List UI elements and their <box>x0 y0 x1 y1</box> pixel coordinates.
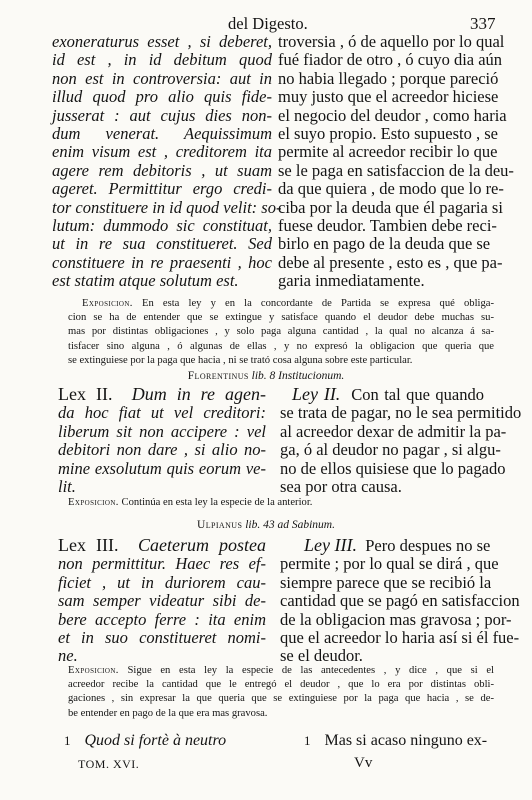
latin-line <box>58 385 266 404</box>
spanish-line <box>280 535 491 555</box>
exposicion-line: mas por distintas obligaciones , y solo paga alguna cantidad , la qual no alcanza á sa- <box>68 326 494 338</box>
exposicion-line: acreedor recibe la cantidad que le entregó el deudor , que lo era por distintas obli- <box>68 679 494 691</box>
spanish-text: Pero despues no se <box>365 536 491 555</box>
latin-line: et in suo constitueret nomi- <box>58 628 266 648</box>
exposicion-label: Exposicion. <box>68 497 119 508</box>
spanish-line: ga, ó al deudor no pagar , si algu- <box>280 440 501 460</box>
latin-catchword <box>64 732 226 750</box>
spanish-line: fué fiador de otro , ó cuyo dia aún <box>278 50 503 70</box>
exposicion-label: Exposicion. <box>68 665 119 676</box>
law-heading: Lex II. <box>58 384 113 404</box>
footnote-number: 1 <box>304 733 311 748</box>
exposicion-line: be entender en pago de la que era mas gravosa. <box>68 707 268 719</box>
spanish-line: fuese deudor. Tambien debe reci- <box>278 216 497 236</box>
jurist-name: Ulpianus <box>197 519 243 531</box>
attribution-2 <box>0 519 532 531</box>
latin-line: id est , in id debitum quod <box>52 50 272 70</box>
volume-mark: TOM. XVI. <box>78 757 140 771</box>
spanish-line: el negocio del deudor , como haria <box>278 105 507 125</box>
exposicion-line <box>68 297 494 311</box>
source-reference: lib. 43 ad Sabinum. <box>245 519 335 531</box>
latin-line: ne. <box>58 646 78 666</box>
latin-line: lit. <box>58 477 76 497</box>
exposicion-1 <box>68 297 494 368</box>
law-heading: Ley II. <box>292 384 341 404</box>
spanish-line: troversia , ó de aquello por lo qual <box>278 32 505 51</box>
latin-line: non permittitur. Haec res ef- <box>58 554 266 574</box>
latin-line: enim visum est , creditorem ita <box>52 142 272 162</box>
latin-column-1 <box>52 32 282 291</box>
spanish-catchword <box>304 732 487 750</box>
spanish-line: debe al presente , esto es , que pa- <box>278 252 503 272</box>
latin-line: ageret. Permittitur ergo credi- <box>52 179 272 199</box>
latin-line: illud quod pro alio quis fide- <box>52 87 272 107</box>
exposicion-3 <box>68 664 494 721</box>
spanish-line <box>280 385 484 404</box>
spanish-line: cantidad que se pagó en satisfaccion <box>280 591 520 611</box>
latin-line: agere rem debitoris , ut suam <box>52 160 272 180</box>
spanish-line: se le paga en satisfaccion de la deu- <box>278 160 514 180</box>
spanish-column-1 <box>278 32 514 291</box>
exposicion-line: tisfacer sino alguna , ó algunas de ellas , y no expresó la obligacion que queria que <box>68 340 494 352</box>
spanish-column-2 <box>280 384 522 497</box>
latin-column-2 <box>58 385 266 496</box>
exposicion-line: cion se ha de entender que se extingue y satisface quando el deudor debe muchas su- <box>68 312 494 324</box>
spanish-line: garia inmediatamente. <box>278 271 425 291</box>
exposicion-text: Continúa en esta ley la especie de la anterior. <box>121 497 313 508</box>
latin-line: ficiet , ut in duriorem cau- <box>58 572 266 592</box>
latin-line: dum venerat. Aequissimum <box>52 124 272 144</box>
spanish-column-3 <box>280 535 520 666</box>
page-number: 337 <box>470 14 496 33</box>
latin-line: non est in controversia: aut in <box>52 68 272 88</box>
latin-text: Dum in re agen- <box>131 384 266 404</box>
exposicion-line: gaciones , sin expresar la que queria que se extinguiese por la paga que hacia , se de- <box>68 693 494 705</box>
latin-line: est statim atque solutum est. <box>52 271 239 291</box>
exposicion-text: En esta ley y en la concordante de Partida se expresa qué obliga- <box>142 298 494 309</box>
source-reference: lib. 8 Institucionum. <box>251 370 345 382</box>
spanish-line: se trata de pagar, no le sea permitido <box>280 403 522 423</box>
catchword-text: Quod si fortè à neutro <box>84 732 227 749</box>
spanish-line: ciba por la deuda que él pagaria si <box>278 197 503 217</box>
latin-line: lutum: dummodo sic constituat, <box>52 216 272 236</box>
latin-line: jusserat : aut cujus dies non- <box>52 105 272 125</box>
spanish-line: el suyo propio. Esto supuesto , se <box>278 124 498 144</box>
spanish-text: Con tal que quando <box>351 385 484 404</box>
latin-line: liberum sit non accipere : vel <box>58 421 266 441</box>
spanish-line: birlo en pago de la deuda que se <box>278 234 491 254</box>
latin-line: bere accepto ferre : ita enim <box>58 609 266 629</box>
spanish-line: que el acreedor lo haria así si él fue- <box>280 628 520 648</box>
latin-line: debitori non dare , si alio no- <box>58 440 266 460</box>
latin-line: da hoc fiat ut vel creditori: <box>58 403 266 423</box>
law-heading: Lex III. <box>58 535 119 555</box>
exposicion-text: Sigue en esta ley la especie de las antecedentes , y dice , que si el <box>127 665 494 676</box>
running-header: del Digesto. <box>228 14 308 33</box>
spanish-line: se el deudor. <box>280 646 363 666</box>
spanish-line: al acreedor dexar de admitir la pa- <box>280 421 507 441</box>
latin-line <box>58 536 266 555</box>
spanish-line: sea por otra causa. <box>280 477 402 497</box>
latin-line: mine exsolutum quis eorum ve- <box>58 458 266 478</box>
latin-line: ut in re sua constitueret. Sed <box>52 234 272 254</box>
spanish-line: de la obligacion mas gravosa ; por- <box>280 609 512 629</box>
exposicion-line <box>68 496 494 510</box>
latin-line: sam semper videatur sibi de- <box>58 591 266 611</box>
jurist-name: Florentinus <box>187 370 249 382</box>
spanish-line: no de ellos quisiese que lo pagado <box>280 458 506 478</box>
latin-text: Caeterum postea <box>137 535 267 555</box>
spanish-line: no habia llegado ; porque pareció <box>278 68 499 88</box>
spanish-line: siempre parece que se recibió la <box>280 572 492 592</box>
latin-line: tor constituere in id quod velit: so- <box>52 197 282 217</box>
spanish-line: muy justo que el acreedor hiciese <box>278 87 499 107</box>
law-heading: Ley III. <box>304 535 357 555</box>
spanish-line: da que quiera , de modo que lo re- <box>278 179 504 199</box>
attribution-1 <box>0 370 532 382</box>
latin-line: constituere in re praesenti , hoc <box>52 252 272 272</box>
catchword-text: Mas si acaso ninguno ex- <box>324 732 488 749</box>
exposicion-line <box>68 664 494 678</box>
footnote-number: 1 <box>64 733 71 748</box>
exposicion-label: Exposicion. <box>82 298 133 309</box>
exposicion-line: se extinguiese por la paga que hacia , ni se trató cosa alguna sobre este particular. <box>68 354 413 366</box>
exposicion-2 <box>68 496 494 510</box>
latin-line: exoneraturus esset , si deberet, <box>52 32 272 51</box>
latin-column-3 <box>58 536 266 666</box>
spanish-line: permite al acreedor recibir lo que <box>278 142 498 162</box>
signature-mark: Vv <box>354 755 373 771</box>
spanish-line: permite ; por lo qual se dirá , que <box>280 554 499 574</box>
